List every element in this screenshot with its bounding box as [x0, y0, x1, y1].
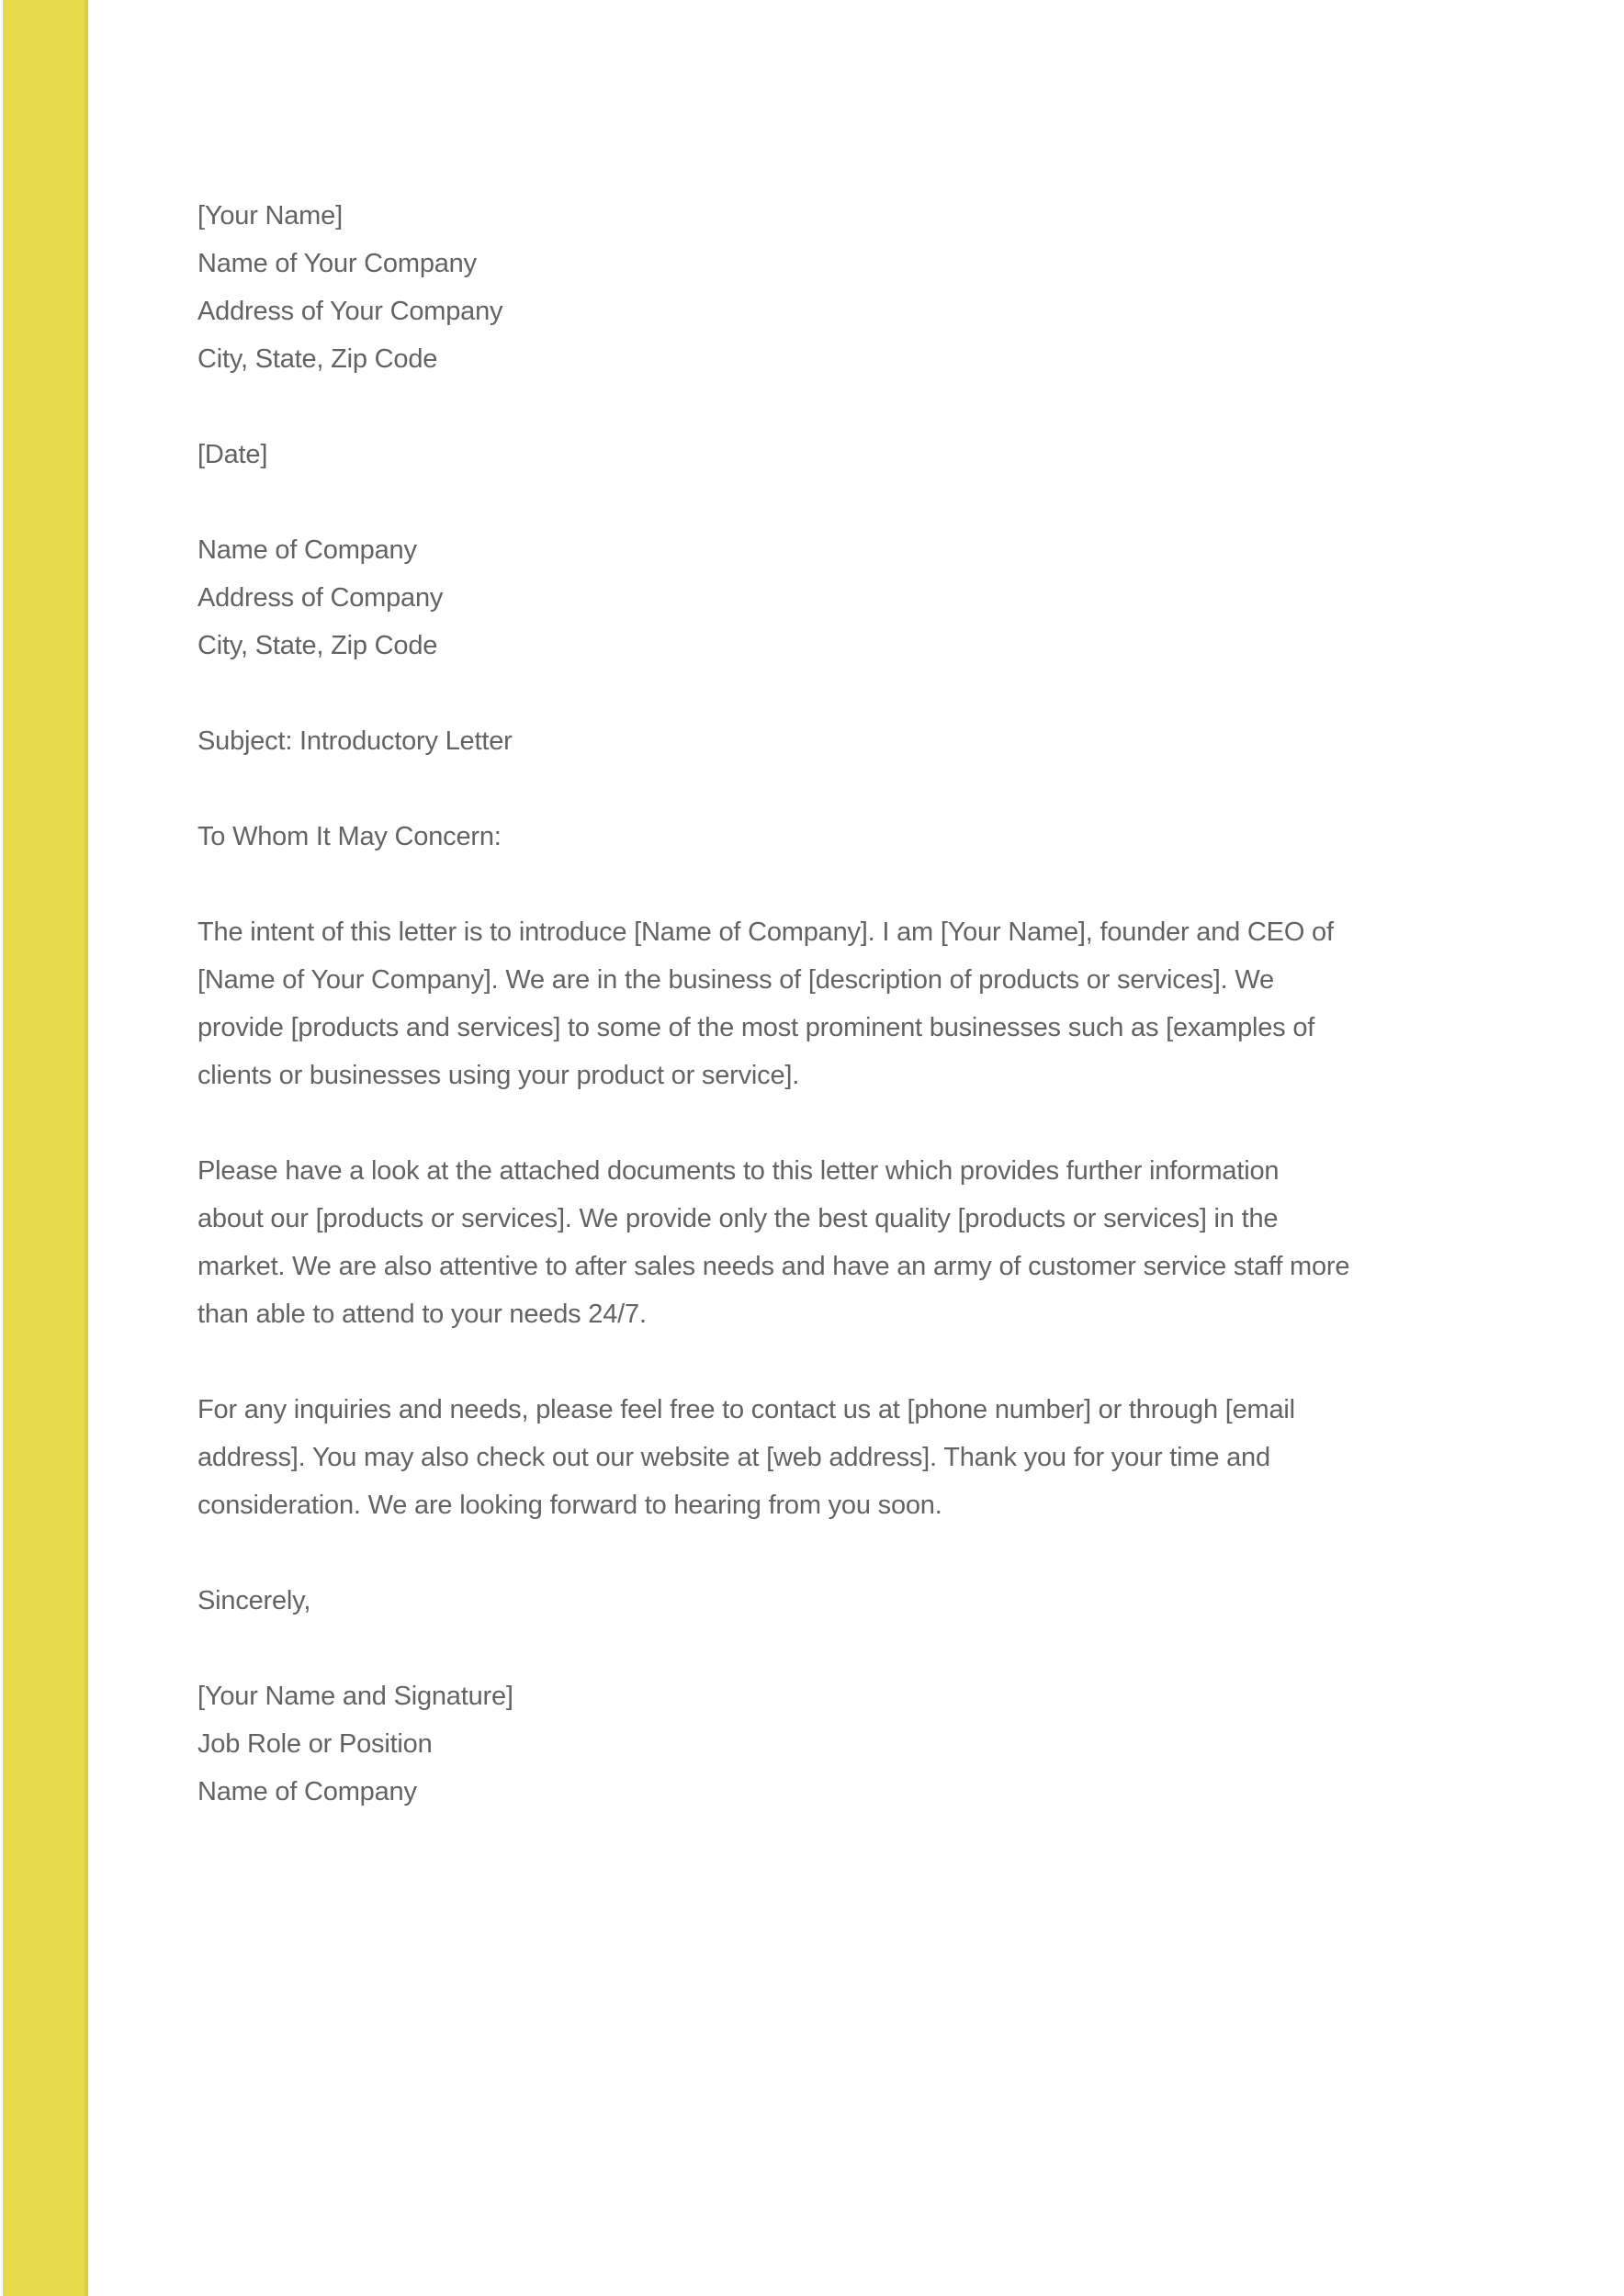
- accent-stripe: [3, 0, 88, 2296]
- recipient-block: [197, 526, 1587, 670]
- paragraph-line: address]. You may also check out our website at [web address]. Thank you for your time and: [197, 1443, 1270, 1472]
- paragraph-3: [197, 1386, 1587, 1529]
- paragraph-line: For any inquiries and needs, please feel free to contact us at [phone number] or through [email: [197, 1395, 1295, 1424]
- sender-block: [197, 192, 1587, 383]
- date-line: [Date]: [197, 440, 268, 469]
- paragraph-line: consideration. We are looking forward to hearing from you soon.: [197, 1491, 942, 1520]
- closing-block: [197, 1577, 1587, 1625]
- paragraph-line: than able to attend to your needs 24/7.: [197, 1300, 647, 1329]
- paragraph-line: The intent of this letter is to introduce [Name of Company]. I am [Your Name], founder and CEO of: [197, 917, 1334, 947]
- subject-block: [197, 717, 1587, 765]
- sender-name-line: [Your Name]: [197, 201, 343, 231]
- signature-role-line: Job Role or Position: [197, 1729, 433, 1759]
- paragraph-2: [197, 1147, 1587, 1338]
- date-block: [197, 431, 1587, 478]
- paragraph-line: about our [products or services]. We provide only the best quality [products or services] in the: [197, 1204, 1279, 1233]
- signature-company-line: Name of Company: [197, 1777, 417, 1806]
- paragraph-line: [Name of Your Company]. We are in the business of [description of products or services]. We: [197, 965, 1274, 995]
- recipient-company-line: Name of Company: [197, 535, 417, 565]
- subject-line: Subject: Introductory Letter: [197, 726, 513, 756]
- recipient-address-line: Address of Company: [197, 583, 444, 613]
- signature-name-line: [Your Name and Signature]: [197, 1682, 513, 1711]
- closing-line: Sincerely,: [197, 1586, 311, 1615]
- letter-content: [197, 192, 1587, 1816]
- paragraph-line: market. We are also attentive to after sales needs and have an army of customer service staff more: [197, 1252, 1350, 1281]
- sender-address-line: Address of Your Company: [197, 297, 503, 326]
- signature-block: [197, 1672, 1587, 1816]
- recipient-city-line: City, State, Zip Code: [197, 631, 438, 660]
- sender-company-line: Name of Your Company: [197, 249, 477, 278]
- salutation-line: To Whom It May Concern:: [197, 822, 502, 851]
- paragraph-line: provide [products and services] to some of the most prominent businesses such as [examples of: [197, 1013, 1315, 1042]
- paragraph-line: clients or businesses using your product or service].: [197, 1061, 800, 1090]
- salutation-block: [197, 813, 1587, 861]
- paragraph-1: [197, 908, 1587, 1099]
- sender-city-line: City, State, Zip Code: [197, 344, 438, 374]
- paragraph-line: Please have a look at the attached documents to this letter which provides further information: [197, 1156, 1280, 1186]
